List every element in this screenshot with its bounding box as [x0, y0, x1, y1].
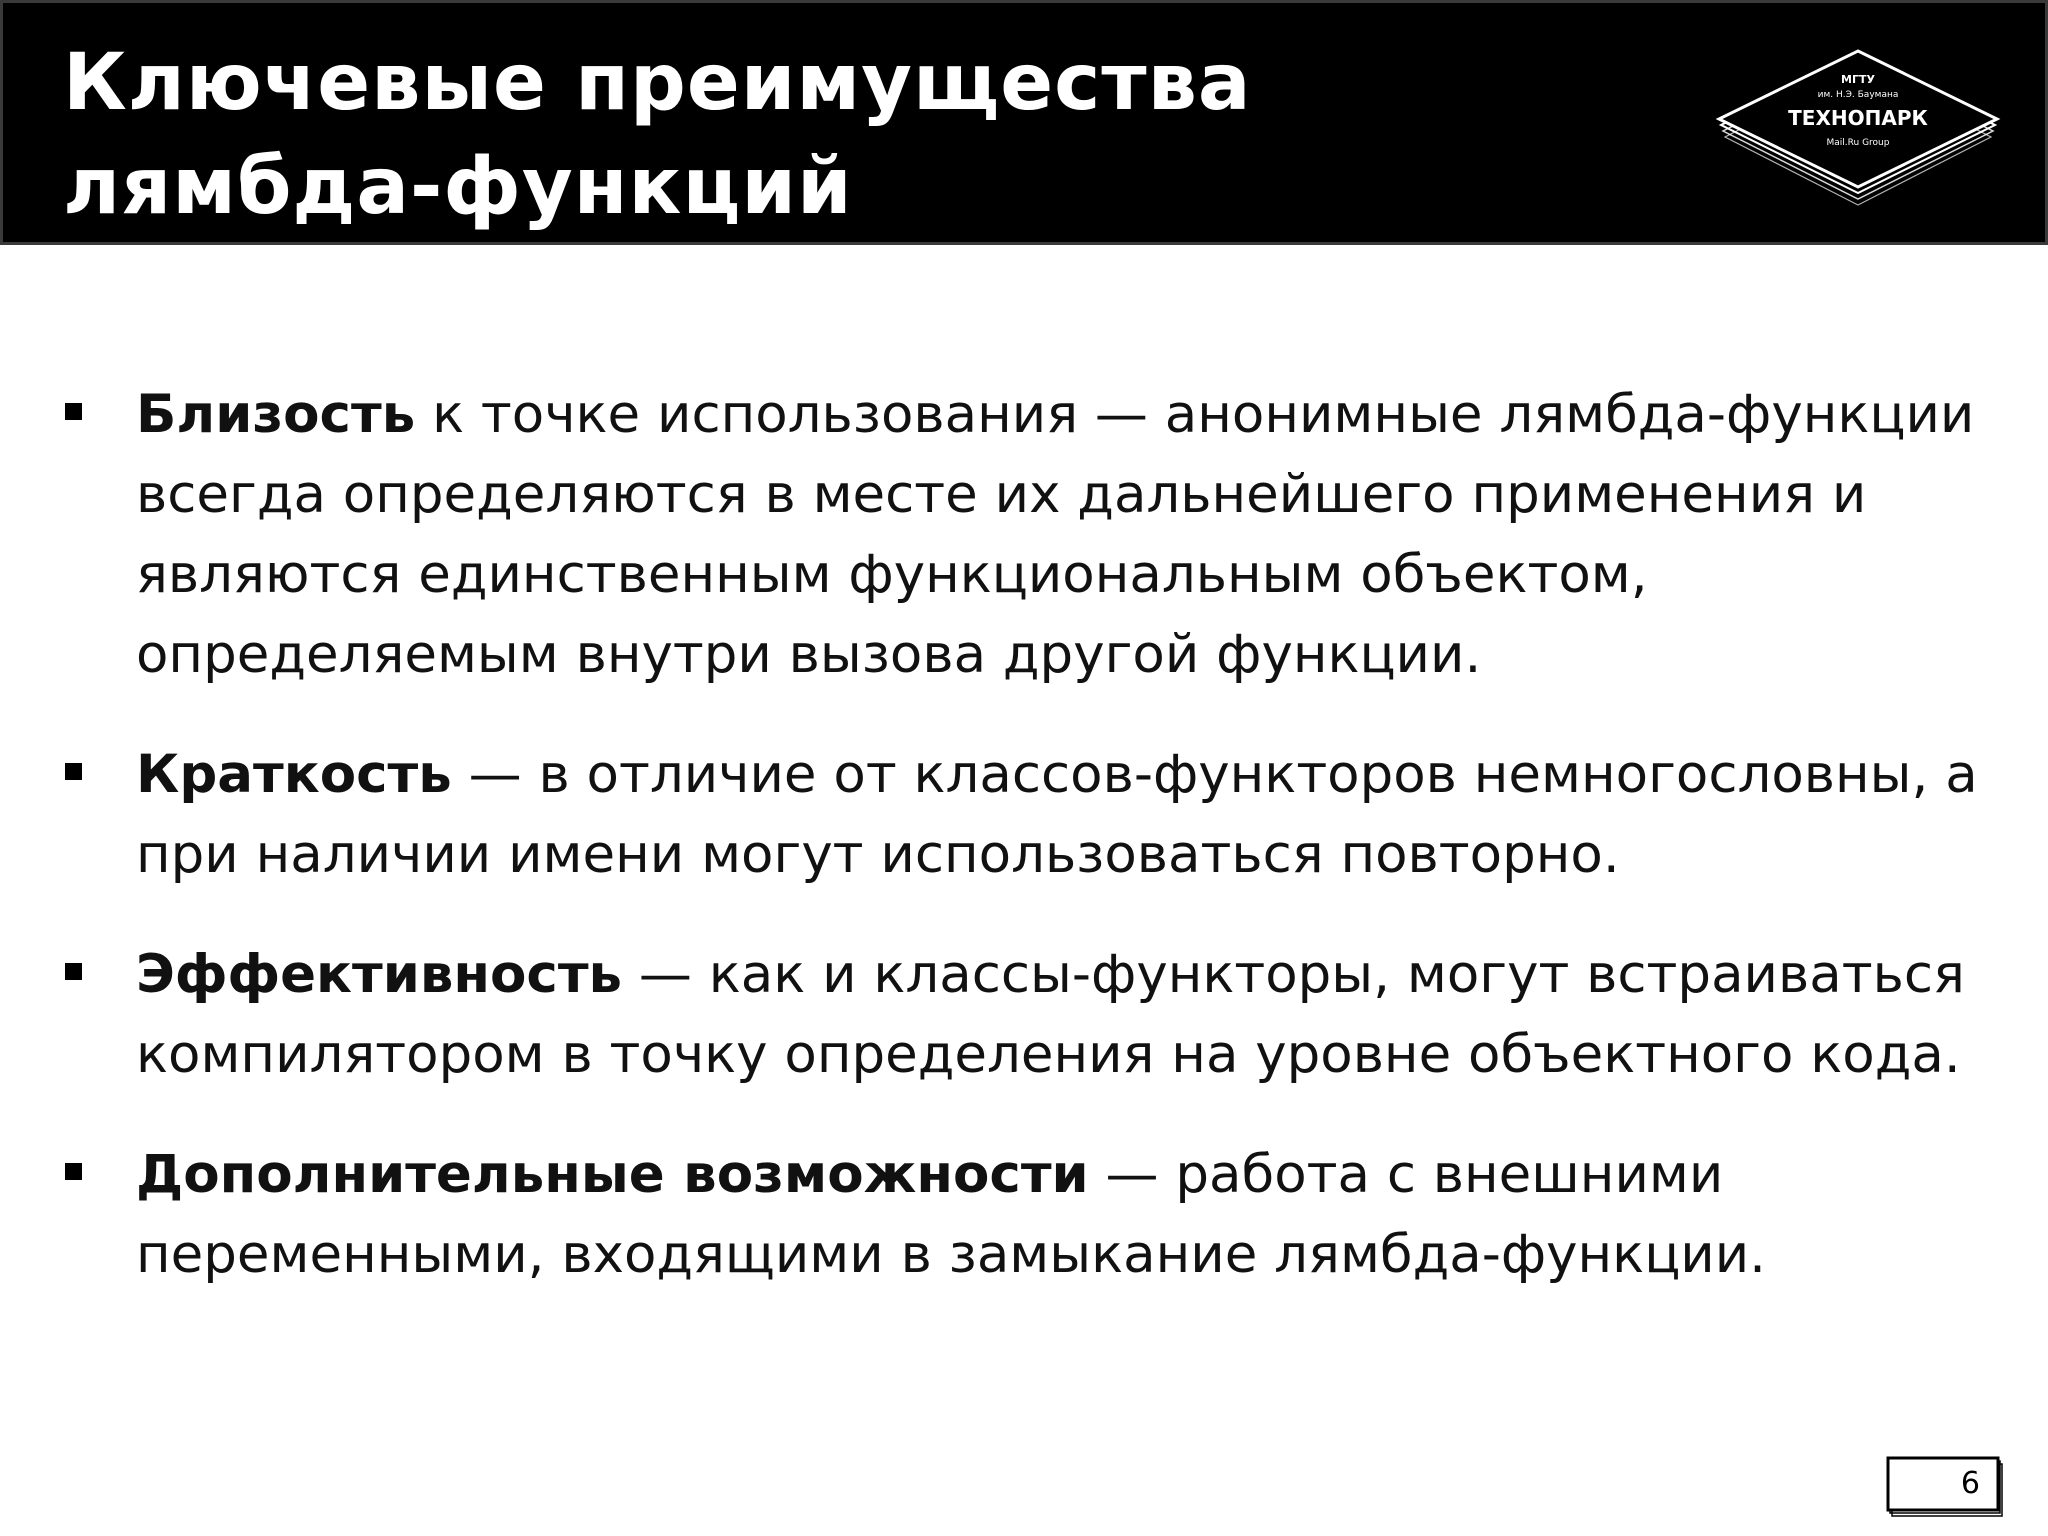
logo-line-3: ТЕХНОПАРК [1788, 106, 1928, 130]
bullet-text: — как и классы-функторы, могут встраиваться компилятором в точку определения на уровне объектного кода. [136, 944, 1965, 1085]
bullet-term: Близость [136, 384, 416, 445]
slide-header [0, 0, 2048, 245]
square-bullet-icon [65, 1163, 82, 1180]
bullet-item [0, 375, 2048, 695]
page-number: 6 [1960, 1466, 1980, 1501]
logo-line-2: им. Н.Э. Баумана [1817, 90, 1899, 100]
bullet-text: — работа с внешними переменными, входящими в замыкание лямбда-функции. [136, 1144, 1767, 1285]
slide-title [63, 31, 1252, 239]
square-bullet-icon [65, 963, 82, 980]
bullet-item [0, 1135, 2048, 1295]
title-line-1: Ключевые преимущества [63, 38, 1252, 128]
bullet-term: Краткость [136, 744, 452, 805]
title-line-2: лямбда-функций [63, 142, 853, 232]
slide-content [0, 375, 2048, 1335]
logo-line-4: Mail.Ru Group [1826, 138, 1890, 148]
square-bullet-icon [65, 763, 82, 780]
bullet-term: Эффективность [136, 944, 623, 1005]
bullet-item [0, 935, 2048, 1095]
bullet-text: к точке использования — анонимные лямбда-функции всегда определяются в месте их дальнейшего применения и являются единственным функциональным объектом, определяемым внутри вызова другой функции. [136, 384, 1975, 685]
bullet-text: — в отличие от классов-функторов немногословны, а при наличии имени могут использоваться повторно. [136, 744, 1978, 885]
logo-line-1: МГТУ [1841, 73, 1875, 86]
bullet-list [0, 375, 2048, 1295]
square-bullet-icon [65, 403, 82, 420]
bullet-item [0, 735, 2048, 895]
technopark-logo [1713, 43, 2003, 208]
bullet-term: Дополнительные возможности [136, 1144, 1089, 1205]
page-number-badge [1886, 1456, 2004, 1518]
